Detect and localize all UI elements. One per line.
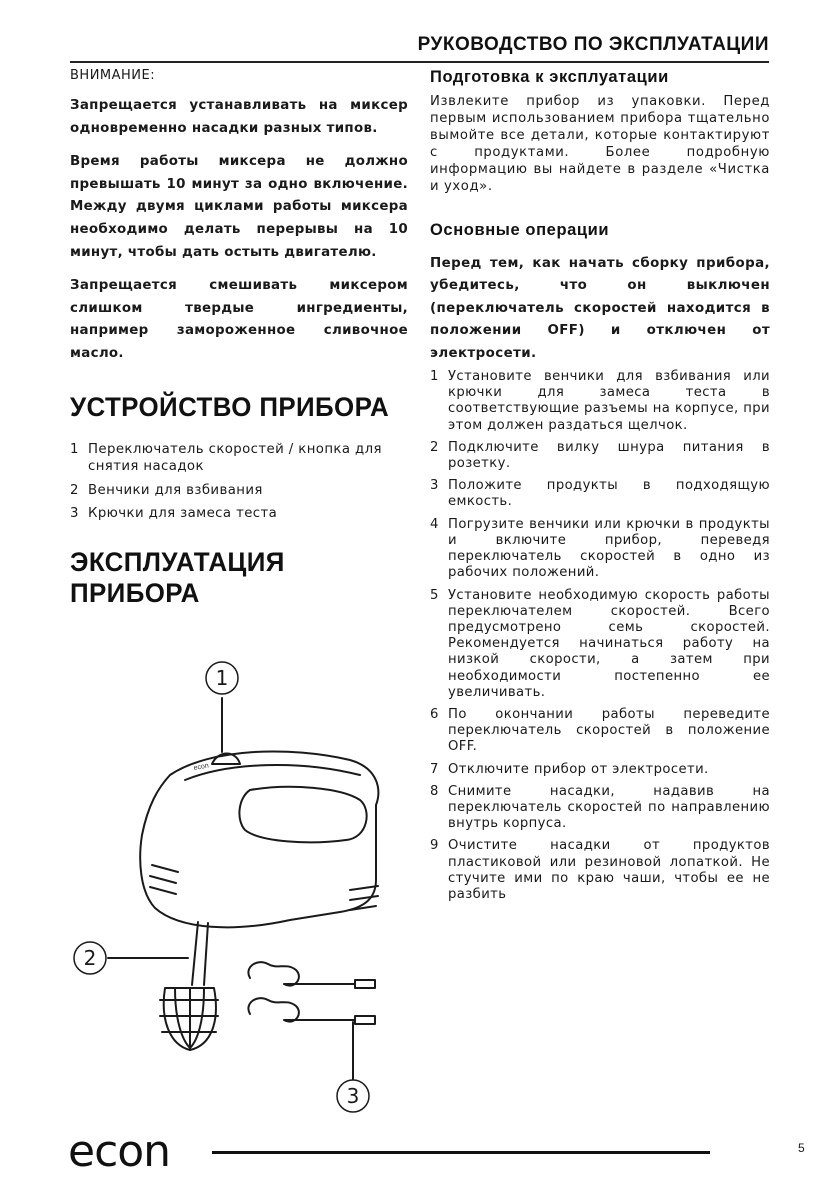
list-item [70, 441, 408, 476]
list-item-text: Переключатель скоростей / кнопка для снятия насадок [88, 441, 382, 475]
step-number: 3 [430, 478, 439, 494]
warning-paragraph: Запрещается устанавливать на миксер одновременно насадки разных типов. [70, 98, 408, 136]
step-item [430, 784, 770, 833]
step-item [430, 762, 770, 778]
step-number: 6 [430, 706, 439, 722]
list-item-text: Венчики для взбивания [88, 482, 263, 498]
step-item [430, 707, 770, 756]
mixer-brand-label: econ [193, 762, 210, 772]
step-text: Установите венчики для взбивания или крючки для замеса теста в соответствующие разъемы на корпусе, при этом должен раздаться щелчок. [448, 369, 770, 433]
callout-3 [337, 1080, 369, 1112]
step-number: 9 [430, 838, 439, 854]
prep-heading: Подготовка к эксплуатации [430, 68, 669, 86]
step-number: 1 [430, 369, 439, 385]
ops-heading: Основные операции [430, 220, 610, 239]
step-item [430, 478, 770, 510]
prep-paragraph: Извлеките прибор из упаковки. Перед первым использованием прибора тщательно вымойте все детали, которые контактируют с продуктами. Более подробную информацию вы найдете в разделе «Чистка и уход». [430, 94, 770, 195]
callout-2-label: 2 [83, 946, 97, 970]
page-number: 5 [798, 1141, 805, 1155]
list-item-number: 1 [70, 441, 79, 457]
callout-1 [206, 662, 238, 694]
warning-paragraph: Запрещается смешивать миксером слишком твердые ингредиенты, например замороженное сливочное масло. [70, 278, 408, 361]
step-number: 4 [430, 516, 439, 532]
header-divider [70, 61, 769, 63]
warning-title: ВНИМАНИЕ: [70, 68, 156, 83]
footer-divider [212, 1151, 710, 1154]
step-text: Очистите насадки от продуктов пластиковой или резиновой лопаткой. Не стучите ими по краю чаши, чтобы ее не разбить [448, 838, 770, 902]
step-text: Положите продукты в подходящую емкость. [448, 478, 770, 510]
step-text: По окончании работы переведите переключатель скоростей в положение OFF. [448, 706, 770, 755]
beater-stem [192, 922, 198, 985]
step-item [430, 440, 770, 472]
step-number: 5 [430, 587, 439, 603]
header-title: РУКОВОДСТВО ПО ЭКСПЛУАТАЦИИ [417, 34, 769, 55]
list-item-text: Крючки для замеса теста [88, 506, 278, 522]
econ-logo: econ [68, 1126, 171, 1177]
step-number: 8 [430, 783, 439, 799]
step-item [430, 369, 770, 434]
step-text: Погрузите венчики или крючки в продукты и включите прибор, переведя переключатель скоростей в одно из рабочих положений. [448, 516, 770, 581]
warning-paragraph: Время работы миксера не должно превышать 10 минут за одно включение. Между двумя циклами работы миксера необходимо делать перерывы на 10 минут, чтобы дать остыть двигателю. [70, 154, 408, 260]
list-item-number: 2 [70, 482, 79, 498]
list-item [70, 505, 408, 523]
device-heading: УСТРОЙСТВО ПРИБОРА [70, 391, 390, 422]
step-text: Установите необходимую скорость работы переключателем скоростей. Всего предусмотрено семь скоростей. Рекомендуется начинаться работу на низкой скорости, а затем при необходимости постепенно ее увеличивать. [448, 587, 770, 700]
step-item [430, 588, 770, 701]
callout-2 [74, 942, 106, 974]
step-text: Подключите вилку шнура питания в розетку. [448, 439, 770, 472]
mixer-illustration [60, 640, 400, 1120]
step-number: 2 [430, 439, 439, 455]
dough-hook [248, 962, 355, 985]
callout-3-label: 3 [346, 1084, 360, 1108]
step-number: 7 [430, 761, 439, 777]
step-item [430, 517, 770, 582]
steps-list [430, 369, 770, 903]
ops-intro-paragraph: Перед тем, как начать сборку прибора, убедитесь, что он выключен (переключатель скоростей находится в положении OFF) и отключен от электросети. [430, 255, 770, 361]
right-column [430, 68, 770, 909]
operation-heading: ЭКСПЛУАТАЦИЯ ПРИБОРА [70, 546, 285, 608]
device-parts-list [70, 441, 408, 523]
mixer-handle-opening [239, 787, 366, 843]
step-text: Снимите насадки, надавив на переключатель скоростей по направлению внутрь корпуса. [448, 783, 770, 832]
step-text: Отключите прибор от электросети. [448, 761, 709, 777]
list-item-number: 3 [70, 506, 79, 522]
mixer-body [140, 751, 378, 927]
list-item [70, 482, 408, 500]
callout-1-label: 1 [215, 666, 229, 690]
step-item [430, 838, 770, 903]
left-column [70, 68, 408, 609]
